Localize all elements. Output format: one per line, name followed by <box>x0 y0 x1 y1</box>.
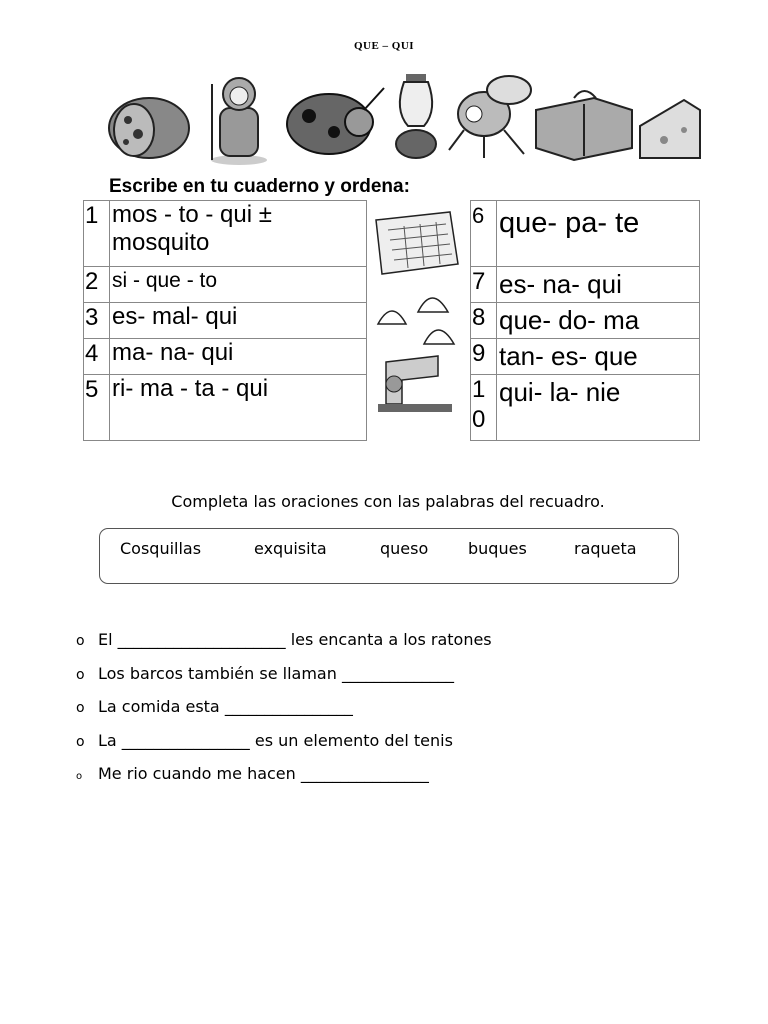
sentence-text: Me rio cuando me hacen ________________ <box>98 764 429 783</box>
syllables-text: ma- na- qui <box>110 339 367 375</box>
word-bank-item: queso <box>380 539 429 558</box>
bullet: o <box>76 700 85 716</box>
word-bank <box>99 528 679 584</box>
sentence-text: Los barcos también se llaman ______________ <box>98 664 454 683</box>
mosquito-icon <box>449 76 531 158</box>
syllables-text: es- na- qui <box>497 267 700 303</box>
answer-text: mosquito <box>112 229 210 256</box>
table-row <box>84 303 367 339</box>
syllables-text: que- do- ma <box>497 303 700 339</box>
syllables-text: si - que - to <box>110 267 367 303</box>
syllables-text: ri- ma - ta - qui <box>110 375 367 441</box>
cheese-wedge-icon <box>640 100 700 158</box>
bullet: o <box>76 734 85 750</box>
oil-lamp-icon <box>396 74 436 158</box>
ladybug-icon <box>287 88 384 154</box>
calendar-icon <box>376 212 458 274</box>
table-row <box>471 375 700 441</box>
sentence-item <box>76 664 454 683</box>
bullet: o <box>76 771 83 782</box>
word-bank-item: exquisita <box>254 539 327 558</box>
table-row <box>84 339 367 375</box>
row-number <box>471 375 497 441</box>
table-row <box>84 201 367 267</box>
syllable-table-right <box>470 200 700 441</box>
cones-icon <box>378 298 454 344</box>
syllables-text: es- mal- qui <box>110 303 367 339</box>
sentence-text: La ________________ es un elemento del tenis <box>98 731 453 750</box>
illustrations-row <box>104 70 704 166</box>
sewing-machine-icon <box>378 356 452 412</box>
sentence-text: La comida esta ________________ <box>98 697 353 716</box>
bullet: o <box>76 633 85 649</box>
table-row <box>471 201 700 267</box>
syllable-table-left <box>83 200 367 441</box>
row-number-digit-2: 0 <box>472 406 486 433</box>
syllable-cell <box>110 201 367 267</box>
table-row <box>471 267 700 303</box>
syllables-text: mos - to - qui ± <box>112 201 272 228</box>
table-row <box>471 303 700 339</box>
row-number: 4 <box>84 339 110 375</box>
instruction-heading: Escribe en tu cuaderno y ordena: <box>109 176 410 197</box>
complete-instruction: Completa las oraciones con las palabras del recuadro. <box>171 492 605 511</box>
syllables-text: que- pa- te <box>497 201 700 267</box>
row-number: 1 <box>84 201 110 267</box>
row-number: 7 <box>471 267 497 303</box>
word-bank-item: raqueta <box>574 539 637 558</box>
package-icon <box>536 91 632 160</box>
sentence-item <box>76 764 429 783</box>
row-number: 9 <box>471 339 497 375</box>
row-number-digit-1: 1 <box>472 376 486 403</box>
sentence-item <box>76 731 453 750</box>
syllables-text: qui- la- nie <box>497 375 700 441</box>
cheese-wheel-icon <box>109 98 189 158</box>
row-number: 8 <box>471 303 497 339</box>
row-number: 5 <box>84 375 110 441</box>
sentence-text: El _____________________ les encanta a los ratones <box>98 630 492 649</box>
row-number: 6 <box>471 201 497 267</box>
sentence-item <box>76 630 492 649</box>
bullet: o <box>76 667 85 683</box>
worksheet-title: QUE – QUI <box>353 40 415 52</box>
table-row <box>471 339 700 375</box>
sentence-item <box>76 697 353 716</box>
word-bank-item: buques <box>468 539 527 558</box>
row-number: 2 <box>84 267 110 303</box>
row-number: 3 <box>84 303 110 339</box>
word-bank-item: Cosquillas <box>120 539 202 558</box>
syllables-text: tan- es- que <box>497 339 700 375</box>
middle-illustrations <box>368 208 468 418</box>
eskimo-icon <box>211 78 267 165</box>
table-row <box>84 267 367 303</box>
table-row <box>84 375 367 441</box>
